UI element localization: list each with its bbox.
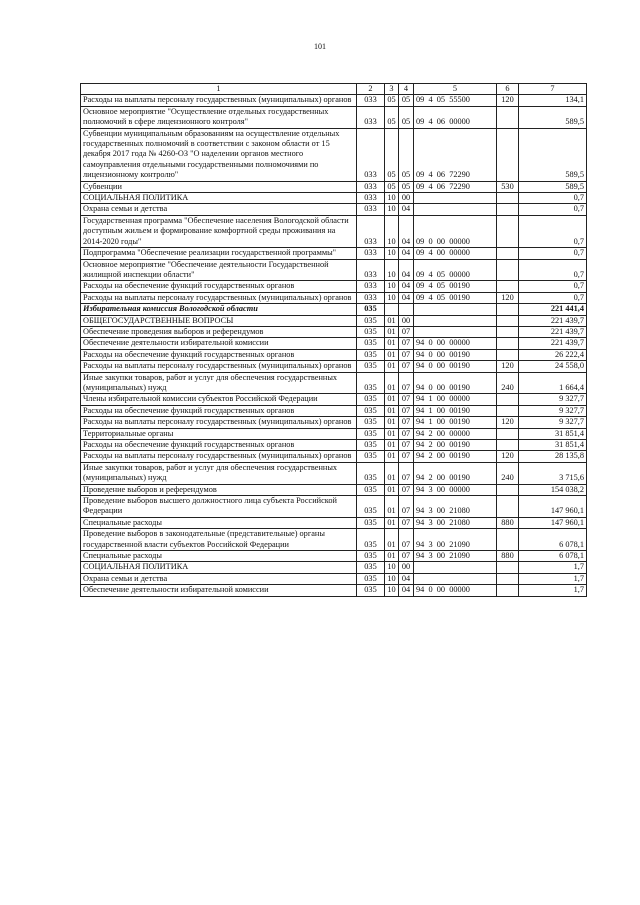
- code-admin-cell: 035: [357, 585, 385, 596]
- target-article-cell: [414, 193, 497, 204]
- code-admin-cell: 035: [357, 496, 385, 518]
- code-admin-cell: 033: [357, 95, 385, 106]
- table-row: [81, 573, 587, 584]
- amount-cell: 0,7: [519, 281, 587, 292]
- amount-cell: 221 439,7: [519, 326, 587, 337]
- table-row: [81, 215, 587, 247]
- page-number: 101: [314, 42, 326, 51]
- row-name-cell: Основное мероприятие "Осуществление отдельных государственных полномочий в сфере лицензионного контроля": [81, 106, 357, 128]
- subsection-cell: 07: [399, 417, 414, 428]
- expense-type-cell: 240: [497, 462, 519, 484]
- section-cell: 01: [385, 315, 399, 326]
- amount-cell: 3 715,6: [519, 462, 587, 484]
- table-row: [81, 248, 587, 259]
- row-name-cell: ОБЩЕГОСУДАРСТВЕННЫЕ ВОПРОСЫ: [81, 315, 357, 326]
- expense-type-cell: [497, 484, 519, 495]
- row-name-cell: Обеспечение проведения выборов и референдумов: [81, 326, 357, 337]
- subsection-cell: 04: [399, 248, 414, 259]
- table-row: [81, 451, 587, 462]
- amount-cell: 1,7: [519, 573, 587, 584]
- amount-cell: 589,5: [519, 128, 587, 181]
- subsection-cell: 07: [399, 372, 414, 394]
- table-row: [81, 193, 587, 204]
- table-row: [81, 529, 587, 551]
- table-row: [81, 181, 587, 192]
- table-row: [81, 315, 587, 326]
- subsection-cell: 07: [399, 517, 414, 528]
- target-article-cell: 94 3 00 00000: [414, 484, 497, 495]
- code-admin-cell: 033: [357, 248, 385, 259]
- subsection-cell: 04: [399, 292, 414, 303]
- expense-type-cell: [497, 496, 519, 518]
- section-cell: 10: [385, 215, 399, 247]
- target-article-cell: 94 2 00 00190: [414, 440, 497, 451]
- amount-cell: 0,7: [519, 259, 587, 281]
- table-row: [81, 361, 587, 372]
- section-cell: 01: [385, 428, 399, 439]
- subsection-cell: 07: [399, 394, 414, 405]
- header-cell: 6: [497, 84, 519, 95]
- target-article-cell: 94 0 00 00190: [414, 349, 497, 360]
- table-row: [81, 462, 587, 484]
- table-row: [81, 440, 587, 451]
- code-admin-cell: 035: [357, 338, 385, 349]
- row-name-cell: Расходы на выплаты персоналу государственных (муниципальных) органов: [81, 95, 357, 106]
- code-admin-cell: 035: [357, 517, 385, 528]
- subsection-cell: 07: [399, 529, 414, 551]
- expense-type-cell: [497, 349, 519, 360]
- code-admin-cell: 033: [357, 215, 385, 247]
- expense-type-cell: [497, 573, 519, 584]
- target-article-cell: 94 0 00 00000: [414, 585, 497, 596]
- header-cell: 5: [414, 84, 497, 95]
- table-row: [81, 417, 587, 428]
- table-row: [81, 517, 587, 528]
- expense-type-cell: [497, 529, 519, 551]
- expense-type-cell: [497, 128, 519, 181]
- row-name-cell: Государственная программа "Обеспечение населения Вологодской области доступным жильем и формирование комфортной среды проживания на 2014-2020 годы": [81, 215, 357, 247]
- amount-cell: 24 558,0: [519, 361, 587, 372]
- row-name-cell: Территориальные органы: [81, 428, 357, 439]
- row-name-cell: Подпрограмма "Обеспечение реализации государственной программы": [81, 248, 357, 259]
- code-admin-cell: 033: [357, 204, 385, 215]
- row-name-cell: Расходы на выплаты персоналу государственных (муниципальных) органов: [81, 451, 357, 462]
- expense-type-cell: [497, 193, 519, 204]
- expense-type-cell: 120: [497, 417, 519, 428]
- target-article-cell: 94 3 00 21080: [414, 496, 497, 518]
- table-row: [81, 349, 587, 360]
- section-cell: 10: [385, 193, 399, 204]
- section-cell: 05: [385, 95, 399, 106]
- expense-type-cell: [497, 215, 519, 247]
- section-cell: 10: [385, 281, 399, 292]
- subsection-cell: 07: [399, 405, 414, 416]
- table-row: [81, 204, 587, 215]
- section-cell: 01: [385, 484, 399, 495]
- row-name-cell: Расходы на обеспечение функций государственных органов: [81, 349, 357, 360]
- subsection-cell: 05: [399, 181, 414, 192]
- row-name-cell: Расходы на обеспечение функций государственных органов: [81, 281, 357, 292]
- table-row: [81, 551, 587, 562]
- row-name-cell: Субвенции: [81, 181, 357, 192]
- amount-cell: 589,5: [519, 106, 587, 128]
- target-article-cell: 94 0 00 00000: [414, 338, 497, 349]
- row-name-cell: СОЦИАЛЬНАЯ ПОЛИТИКА: [81, 193, 357, 204]
- table-row: [81, 405, 587, 416]
- code-admin-cell: 035: [357, 462, 385, 484]
- row-name-cell: Расходы на выплаты персоналу государственных (муниципальных) органов: [81, 361, 357, 372]
- code-admin-cell: 033: [357, 106, 385, 128]
- target-article-cell: 94 1 00 00000: [414, 394, 497, 405]
- expense-type-cell: [497, 259, 519, 281]
- expense-type-cell: [497, 440, 519, 451]
- subsection-cell: 07: [399, 428, 414, 439]
- code-admin-cell: 033: [357, 193, 385, 204]
- code-admin-cell: 035: [357, 372, 385, 394]
- row-name-cell: Охрана семьи и детства: [81, 204, 357, 215]
- target-article-cell: 09 4 06 72290: [414, 128, 497, 181]
- amount-cell: 221 439,7: [519, 315, 587, 326]
- table-row: [81, 292, 587, 303]
- section-cell: 01: [385, 326, 399, 337]
- section-cell: 01: [385, 372, 399, 394]
- code-admin-cell: 035: [357, 304, 385, 315]
- row-name-cell: Расходы на обеспечение функций государственных органов: [81, 440, 357, 451]
- table-row: [81, 496, 587, 518]
- expense-type-cell: 530: [497, 181, 519, 192]
- row-name-cell: Субвенции муниципальным образованиям на осуществление отдельных государственных полномочий в соответствии с законом области от 15 декабря 2017 года № 4260-ОЗ "О наделении органов местного самоуправления отдельными государственными полномочиями по лицензионному контролю": [81, 128, 357, 181]
- code-admin-cell: 035: [357, 451, 385, 462]
- section-cell: 01: [385, 462, 399, 484]
- subsection-cell: 07: [399, 496, 414, 518]
- expense-type-cell: 120: [497, 292, 519, 303]
- section-cell: 05: [385, 128, 399, 181]
- section-cell: 01: [385, 405, 399, 416]
- amount-cell: 221 441,4: [519, 304, 587, 315]
- row-name-cell: Обеспечение деятельности избирательной комиссии: [81, 585, 357, 596]
- target-article-cell: [414, 315, 497, 326]
- amount-cell: 9 327,7: [519, 417, 587, 428]
- row-name-cell: Проведение выборов высшего должностного лица субъекта Российской Федерации: [81, 496, 357, 518]
- amount-cell: 1,7: [519, 562, 587, 573]
- code-admin-cell: 035: [357, 428, 385, 439]
- section-cell: 05: [385, 181, 399, 192]
- code-admin-cell: 035: [357, 394, 385, 405]
- section-cell: 01: [385, 349, 399, 360]
- table-row: [81, 326, 587, 337]
- target-article-cell: 09 0 00 00000: [414, 215, 497, 247]
- target-article-cell: 94 2 00 00000: [414, 428, 497, 439]
- amount-cell: 31 851,4: [519, 440, 587, 451]
- table-row: [81, 304, 587, 315]
- section-cell: 05: [385, 106, 399, 128]
- row-name-cell: Члены избирательной комиссии субъектов Российской Федерации: [81, 394, 357, 405]
- section-cell: 10: [385, 259, 399, 281]
- section-cell: 10: [385, 573, 399, 584]
- code-admin-cell: 035: [357, 529, 385, 551]
- row-name-cell: Проведение выборов и референдумов: [81, 484, 357, 495]
- amount-cell: 147 960,1: [519, 517, 587, 528]
- subsection-cell: 04: [399, 215, 414, 247]
- subsection-cell: 04: [399, 281, 414, 292]
- target-article-cell: 09 4 05 55500: [414, 95, 497, 106]
- row-name-cell: Специальные расходы: [81, 551, 357, 562]
- amount-cell: 589,5: [519, 181, 587, 192]
- table-row: [81, 259, 587, 281]
- row-name-cell: Иные закупки товаров, работ и услуг для обеспечения государственных (муниципальных) нужд: [81, 372, 357, 394]
- amount-cell: 154 038,2: [519, 484, 587, 495]
- target-article-cell: 94 3 00 21090: [414, 529, 497, 551]
- expense-type-cell: 880: [497, 551, 519, 562]
- row-name-cell: Расходы на выплаты персоналу государственных (муниципальных) органов: [81, 417, 357, 428]
- target-article-cell: 09 4 05 00000: [414, 259, 497, 281]
- target-article-cell: 94 3 00 21090: [414, 551, 497, 562]
- table-row: [81, 106, 587, 128]
- row-name-cell: Избирательная комиссия Вологодской области: [81, 304, 357, 315]
- target-article-cell: 09 4 06 72290: [414, 181, 497, 192]
- subsection-cell: 07: [399, 484, 414, 495]
- row-name-cell: Обеспечение деятельности избирательной комиссии: [81, 338, 357, 349]
- expense-type-cell: [497, 338, 519, 349]
- row-name-cell: Основное мероприятие "Обеспечение деятельности Государственной жилищной инспекции области": [81, 259, 357, 281]
- target-article-cell: [414, 562, 497, 573]
- expense-type-cell: [497, 562, 519, 573]
- section-cell: 01: [385, 394, 399, 405]
- expense-type-cell: [497, 106, 519, 128]
- subsection-cell: 04: [399, 259, 414, 281]
- code-admin-cell: 035: [357, 405, 385, 416]
- row-name-cell: Специальные расходы: [81, 517, 357, 528]
- subsection-cell: 04: [399, 585, 414, 596]
- code-admin-cell: 035: [357, 349, 385, 360]
- expense-type-cell: [497, 304, 519, 315]
- expense-type-cell: 120: [497, 95, 519, 106]
- subsection-cell: 05: [399, 106, 414, 128]
- subsection-cell: 00: [399, 193, 414, 204]
- table-row: [81, 95, 587, 106]
- row-name-cell: Иные закупки товаров, работ и услуг для обеспечения государственных (муниципальных) нужд: [81, 462, 357, 484]
- section-cell: 01: [385, 417, 399, 428]
- table-row: [81, 484, 587, 495]
- expense-type-cell: [497, 428, 519, 439]
- amount-cell: 221 439,7: [519, 338, 587, 349]
- table-row: [81, 281, 587, 292]
- row-name-cell: Расходы на обеспечение функций государственных органов: [81, 405, 357, 416]
- subsection-cell: 05: [399, 95, 414, 106]
- subsection-cell: 07: [399, 349, 414, 360]
- code-admin-cell: 035: [357, 551, 385, 562]
- amount-cell: 6 078,1: [519, 529, 587, 551]
- amount-cell: 0,7: [519, 248, 587, 259]
- target-article-cell: 94 0 00 00190: [414, 372, 497, 394]
- subsection-cell: 07: [399, 551, 414, 562]
- subsection-cell: 05: [399, 128, 414, 181]
- expense-type-cell: [497, 585, 519, 596]
- amount-cell: 26 222,4: [519, 349, 587, 360]
- section-cell: 01: [385, 440, 399, 451]
- expense-type-cell: [497, 326, 519, 337]
- target-article-cell: 94 0 00 00190: [414, 361, 497, 372]
- amount-cell: 9 327,7: [519, 394, 587, 405]
- expense-type-cell: [497, 281, 519, 292]
- table-body: [81, 95, 587, 596]
- target-article-cell: 94 1 00 00190: [414, 417, 497, 428]
- target-article-cell: 94 2 00 00190: [414, 451, 497, 462]
- subsection-cell: 00: [399, 315, 414, 326]
- section-cell: [385, 304, 399, 315]
- expense-type-cell: [497, 405, 519, 416]
- expense-type-cell: [497, 248, 519, 259]
- code-admin-cell: 033: [357, 281, 385, 292]
- amount-cell: 147 960,1: [519, 496, 587, 518]
- code-admin-cell: 033: [357, 128, 385, 181]
- section-cell: 10: [385, 562, 399, 573]
- subsection-cell: 07: [399, 451, 414, 462]
- code-admin-cell: 035: [357, 440, 385, 451]
- amount-cell: 1 664,4: [519, 372, 587, 394]
- budget-table: [80, 83, 587, 597]
- section-cell: 01: [385, 361, 399, 372]
- amount-cell: 9 327,7: [519, 405, 587, 416]
- target-article-cell: 94 3 00 21080: [414, 517, 497, 528]
- row-name-cell: Охрана семьи и детства: [81, 573, 357, 584]
- target-article-cell: [414, 573, 497, 584]
- subsection-cell: 07: [399, 361, 414, 372]
- target-article-cell: 94 2 00 00190: [414, 462, 497, 484]
- expense-type-cell: [497, 394, 519, 405]
- header-cell: 1: [81, 84, 357, 95]
- target-article-cell: 09 4 05 00190: [414, 281, 497, 292]
- code-admin-cell: 035: [357, 326, 385, 337]
- row-name-cell: Проведение выборов в законодательные (представительные) органы государственной власти субъектов Российской Федерации: [81, 529, 357, 551]
- target-article-cell: 09 4 00 00000: [414, 248, 497, 259]
- code-admin-cell: 035: [357, 562, 385, 573]
- section-cell: 10: [385, 292, 399, 303]
- code-admin-cell: 035: [357, 484, 385, 495]
- table-row: [81, 128, 587, 181]
- section-cell: 01: [385, 551, 399, 562]
- subsection-cell: 07: [399, 440, 414, 451]
- section-cell: 10: [385, 585, 399, 596]
- subsection-cell: 04: [399, 573, 414, 584]
- target-article-cell: [414, 304, 497, 315]
- expense-type-cell: 240: [497, 372, 519, 394]
- table-row: [81, 562, 587, 573]
- subsection-cell: 04: [399, 204, 414, 215]
- expense-type-cell: 880: [497, 517, 519, 528]
- code-admin-cell: 033: [357, 259, 385, 281]
- code-admin-cell: 033: [357, 292, 385, 303]
- subsection-cell: [399, 304, 414, 315]
- code-admin-cell: 033: [357, 181, 385, 192]
- amount-cell: 0,7: [519, 204, 587, 215]
- row-name-cell: Расходы на выплаты персоналу государственных (муниципальных) органов: [81, 292, 357, 303]
- code-admin-cell: 035: [357, 573, 385, 584]
- code-admin-cell: 035: [357, 417, 385, 428]
- amount-cell: 134,1: [519, 95, 587, 106]
- target-article-cell: 09 4 06 00000: [414, 106, 497, 128]
- amount-cell: 0,7: [519, 193, 587, 204]
- table-row: [81, 428, 587, 439]
- header-cell: 3: [385, 84, 399, 95]
- section-cell: 01: [385, 338, 399, 349]
- expense-type-cell: [497, 315, 519, 326]
- expense-type-cell: 120: [497, 451, 519, 462]
- table-row: [81, 394, 587, 405]
- section-cell: 01: [385, 451, 399, 462]
- table-row: [81, 585, 587, 596]
- subsection-cell: 07: [399, 338, 414, 349]
- target-article-cell: [414, 326, 497, 337]
- header-cell: 4: [399, 84, 414, 95]
- subsection-cell: 07: [399, 326, 414, 337]
- table-header-row: [81, 84, 587, 95]
- code-admin-cell: 035: [357, 315, 385, 326]
- target-article-cell: [414, 204, 497, 215]
- target-article-cell: 09 4 05 00190: [414, 292, 497, 303]
- section-cell: 10: [385, 204, 399, 215]
- row-name-cell: СОЦИАЛЬНАЯ ПОЛИТИКА: [81, 562, 357, 573]
- target-article-cell: 94 1 00 00190: [414, 405, 497, 416]
- amount-cell: 0,7: [519, 292, 587, 303]
- amount-cell: 0,7: [519, 215, 587, 247]
- code-admin-cell: 035: [357, 361, 385, 372]
- subsection-cell: 00: [399, 562, 414, 573]
- amount-cell: 6 078,1: [519, 551, 587, 562]
- section-cell: 01: [385, 529, 399, 551]
- section-cell: 01: [385, 496, 399, 518]
- table-row: [81, 372, 587, 394]
- amount-cell: 28 135,8: [519, 451, 587, 462]
- section-cell: 10: [385, 248, 399, 259]
- section-cell: 01: [385, 517, 399, 528]
- header-cell: 7: [519, 84, 587, 95]
- expense-type-cell: [497, 204, 519, 215]
- header-cell: 2: [357, 84, 385, 95]
- table-row: [81, 338, 587, 349]
- amount-cell: 1,7: [519, 585, 587, 596]
- subsection-cell: 07: [399, 462, 414, 484]
- amount-cell: 31 851,4: [519, 428, 587, 439]
- expense-type-cell: 120: [497, 361, 519, 372]
